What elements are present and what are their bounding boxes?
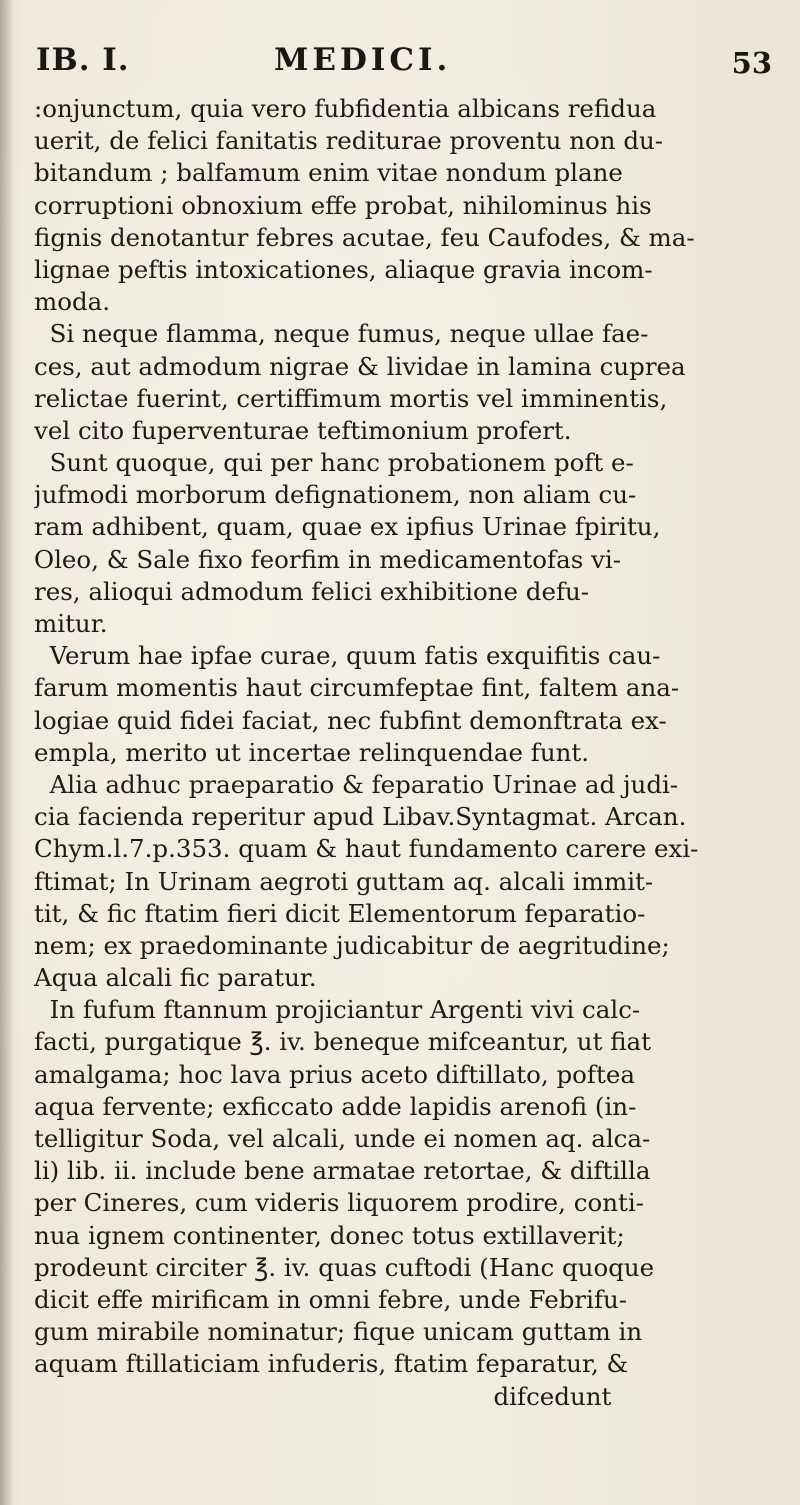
text-line: ces, aut admodum nigrae & lividae in lamina cuprea — [34, 351, 686, 381]
text-line: res, alioqui admodum felici exhibitione defu- — [34, 576, 590, 606]
text-line: dicit effe mirificam in omni febre, unde Febrifu- — [34, 1284, 628, 1314]
text-line: facti, purgatique ℥. iv. beneque mifceantur, ut fiat — [34, 1027, 651, 1057]
text-line: nem; ex praedominante judicabitur de aegritudine; — [34, 930, 670, 960]
text-line: Oleo, & Sale fixo feorfim in medicamentofas vi- — [34, 544, 622, 574]
text-line: gum mirabile nominatur; fique unicam guttam in — [34, 1317, 643, 1347]
header-running-title: MEDICI. — [274, 42, 452, 78]
text-line: prodeunt circiter ℥. iv. quas cuftodi (Hanc quoque — [34, 1252, 655, 1282]
text-line: logiae quid fidei faciat, nec fubfint demonftrata ex- — [34, 705, 667, 735]
text-line: aquam ftillaticiam infuderis, ftatim feparatur, & — [34, 1349, 629, 1379]
text-line: Sunt quoque, qui per hanc probationem poft e- — [34, 448, 634, 478]
text-line: lignae peftis intoxicationes, aliaque gravia incom- — [34, 254, 653, 284]
text-line: aqua fervente; exficcato adde lapidis arenofi (in- — [34, 1091, 637, 1121]
text-line: farum momentis haut circumfeptae fint, faltem ana- — [34, 673, 680, 703]
text-line: nua ignem continenter, donec totus extillaverit; — [34, 1220, 625, 1250]
text-line: Si neque flamma, neque fumus, neque ullae fae- — [34, 319, 649, 349]
text-line: moda. — [34, 287, 111, 317]
text-line: bitandum ; balfamum enim vitae nondum plane — [34, 158, 623, 188]
text-line: relictae fuerint, certiffimum mortis vel imminentis, — [34, 383, 668, 413]
text-line: empla, merito ut incertae relinquendae funt. — [34, 737, 590, 767]
header-page-number: 53 — [731, 46, 772, 80]
text-line: jufmodi morborum defignationem, non aliam cu- — [34, 480, 637, 510]
text-line: cia facienda reperitur apud Libav.Syntagmat. Arcan. — [34, 802, 687, 832]
body-text — [34, 93, 786, 1413]
text-line: tit, & fic ftatim fieri dicit Elementorum feparatio- — [34, 898, 646, 928]
text-line: Verum hae ipfae curae, quum fatis exquifitis cau- — [34, 641, 661, 671]
text-line: corruptioni obnoxium effe probat, nihilominus his — [34, 190, 652, 220]
page-gutter-shadow — [0, 0, 14, 1505]
text-line: Aqua alcali fic paratur. — [34, 963, 317, 993]
text-line: Chym.l.7.p.353. quam & haut fundamento carere exi- — [34, 834, 699, 864]
text-line: ram adhibent, quam, quae ex ipfius Urinae fpiritu, — [34, 512, 661, 542]
running-header — [36, 42, 776, 92]
text-line: amalgama; hoc lava prius aceto diftillato, poftea — [34, 1059, 635, 1089]
header-book-number: IB. I. — [36, 42, 130, 78]
text-line: In fufum ftannum projiciantur Argenti vivi calc- — [34, 995, 641, 1025]
text-line: per Cineres, cum videris liquorem prodire, conti- — [34, 1188, 644, 1218]
text-line: uerit, de felici fanitatis rediturae proventu non du- — [34, 126, 664, 156]
text-line: telligitur Soda, vel alcali, unde ei nomen aq. alca- — [34, 1124, 651, 1153]
text-line: :onjunctum, quia vero fubfidentia albicans refidua — [34, 94, 657, 123]
text-line: li) lib. ii. include bene armatae retortae, & diftilla — [34, 1156, 651, 1186]
text-line: fignis denotantur febres acutae, feu Caufodes, & ma- — [34, 222, 695, 252]
text-line: mitur. — [34, 609, 108, 638]
text-line: ftimat; In Urinam aegroti guttam aq. alcali immit- — [34, 866, 654, 896]
text-line: difcedunt — [34, 1381, 612, 1411]
text-line: Alia adhuc praeparatio & feparatio Urinae ad judi- — [34, 769, 679, 799]
text-line: vel cito fuperventurae teftimonium profert. — [34, 415, 572, 445]
